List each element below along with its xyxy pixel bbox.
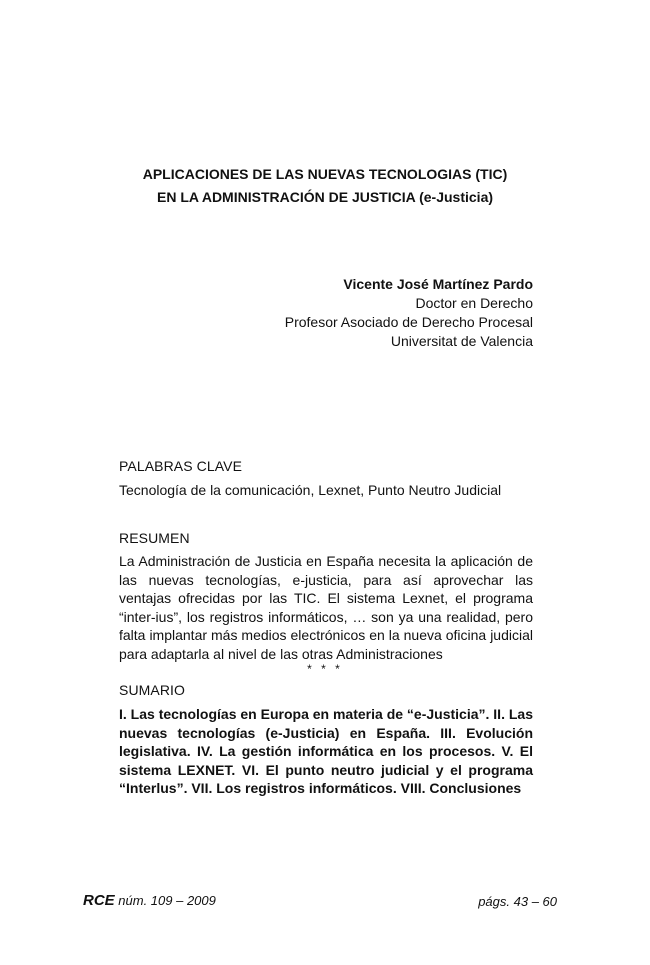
- footer-journal: [83, 892, 216, 909]
- author-block: [285, 275, 533, 351]
- title-line-1: APLICACIONES DE LAS NUEVAS TECNOLOGIAS (TIC): [142, 166, 508, 182]
- title-line-2: EN LA ADMINISTRACIÓN DE JUSTICIA (e-Justicia): [156, 189, 494, 205]
- author-position: Profesor Asociado de Derecho Procesal: [284, 314, 533, 330]
- section-separator: * * *: [307, 662, 343, 676]
- author-degree: Doctor en Derecho: [415, 295, 533, 311]
- footer-pages: págs. 43 – 60: [478, 894, 557, 909]
- summary-heading: SUMARIO: [119, 682, 186, 698]
- author-institution: Universitat de Valencia: [390, 333, 533, 349]
- article-title: [0, 164, 650, 207]
- journal-issue: núm. 109 – 2009: [118, 893, 216, 908]
- abstract-text: La Administración de Justicia en España necesita la aplicación de las nuevas tecnologías, e-justicia, para así aprovechar las ventajas ofrecidas por las TIC. El sistema Lexnet, el programa “inter-ius”, los registros informáticos, … son ya una realidad, pero falta implantar más medios electrónicos en la nueva oficina judicial para adaptarla al nivel de las otras Administraciones: [119, 553, 533, 662]
- keywords-text: Tecnología de la comunicación, Lexnet, Punto Neutro Judicial: [119, 482, 502, 498]
- summary-text: I. Las tecnologías en Europa en materia de “e-Justicia”. II. Las nuevas tecnologías (e-Justicia) en España. III. Evolución legislativa. IV. La gestión informática en los procesos. V. El sistema LEXNET. VI. El punto neutro judicial y el programa “Interlus”. VII. Los registros informáticos. VIII. Conclusiones: [119, 706, 533, 797]
- keywords-heading: PALABRAS CLAVE: [119, 458, 243, 474]
- author-name: Vicente José Martínez Pardo: [343, 276, 533, 292]
- journal-abbreviation: RCE: [83, 892, 115, 909]
- abstract-heading: RESUMEN: [119, 530, 190, 546]
